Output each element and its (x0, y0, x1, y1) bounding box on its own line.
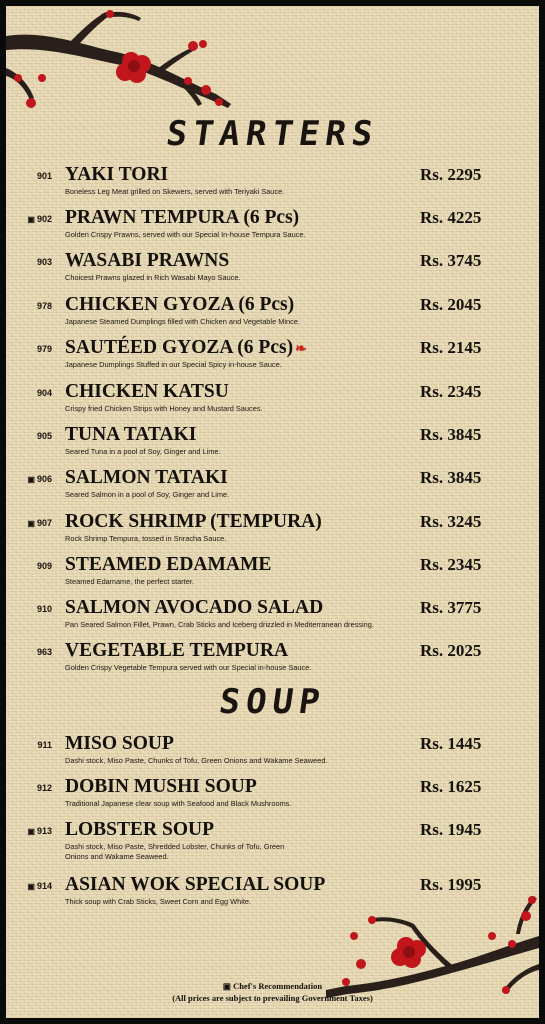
item-name-text: TUNA TATAKI (65, 424, 197, 445)
camera-icon: ▣ (27, 475, 35, 484)
camera-icon: ▣ (27, 882, 35, 891)
item-price: Rs. 2025 (420, 641, 482, 660)
item-description: Dashi stock, Miso Paste, Chunks of Tofu, Green Onions and Wakame Seaweed. (65, 756, 328, 765)
item-code-text: 963 (36, 647, 52, 657)
item-code (6, 604, 52, 614)
item-code-text: 911 (37, 740, 52, 750)
item-code (6, 783, 52, 793)
chef-recommendation-legend (6, 981, 539, 992)
menu-card (6, 6, 539, 1018)
item-description: Steamed Edamame, the perfect starter. (65, 577, 194, 586)
item-code-text: 905 (36, 431, 52, 441)
item-price: Rs. 2345 (420, 382, 482, 401)
item-code (6, 214, 52, 224)
item-name (65, 597, 323, 619)
item-name-text: SALMON TATAKI (65, 467, 228, 488)
item-code (6, 561, 52, 571)
item-code (6, 344, 52, 354)
item-code (6, 431, 52, 441)
item-code (6, 474, 52, 484)
item-name (65, 511, 322, 533)
item-name-text: CHICKEN KATSU (65, 381, 229, 402)
item-price: Rs. 3775 (420, 598, 482, 617)
item-name-text: MISO SOUP (65, 733, 174, 754)
item-name (65, 467, 228, 489)
item-name (65, 250, 229, 272)
item-description: Rock Shrimp Tempura, tossed in Sriracha Sauce. (65, 534, 227, 543)
camera-icon: ▣ (27, 519, 35, 528)
item-price: Rs. 3845 (420, 468, 482, 487)
item-name-text: ASIAN WOK SPECIAL SOUP (65, 874, 326, 895)
item-name (65, 381, 229, 403)
item-name-text: STEAMED EDAMAME (65, 554, 272, 575)
item-description: Thick soup with Crab Sticks, Sweet Corn and Egg White. (65, 897, 252, 906)
item-description: Crispy fried Chicken Strips with Honey and Mustard Sauces. (65, 404, 263, 413)
item-description: Pan Seared Salmon Fillet, Prawn, Crab Sticks and Iceberg drizzled in Mediterranean dressing. (65, 620, 374, 629)
item-code-text: 901 (36, 171, 52, 181)
item-price: Rs. 2045 (420, 295, 482, 314)
item-code-text: 906 (36, 474, 52, 484)
item-price: Rs. 1945 (420, 820, 482, 839)
item-name (65, 640, 288, 662)
item-code (6, 257, 52, 267)
item-name (65, 207, 299, 229)
item-price: Rs. 2345 (420, 555, 482, 574)
item-code-text: 910 (36, 604, 52, 614)
item-name (65, 733, 174, 755)
item-name-text: VEGETABLE TEMPURA (65, 640, 289, 661)
item-description: Traditional Japanese clear soup with Seafood and Black Mushrooms. (65, 799, 292, 808)
item-description: Golden Crispy Vegetable Tempura served with our Special in-house Sauce. (65, 663, 312, 672)
item-name-text: SALMON AVOCADO SALAD (65, 597, 324, 618)
item-description: Choicest Prawns glazed in Rich Wasabi Mayo Sauce. (65, 273, 241, 282)
item-description: Seared Tuna in a pool of Soy, Ginger and Lime. (65, 447, 221, 456)
item-name (65, 776, 257, 798)
item-description: Golden Crispy Prawns, served with our Special In-house Tempura Sauce. (65, 230, 306, 239)
item-code (6, 647, 52, 657)
item-code (6, 301, 52, 311)
item-price: Rs. 2295 (420, 165, 482, 184)
item-name (65, 874, 325, 896)
item-name (65, 337, 307, 359)
item-name-text: WASABI PRAWNS (65, 250, 230, 271)
legend-label: Chef's Recommendation (233, 981, 323, 991)
item-code-text: 903 (36, 257, 52, 267)
item-code-text: 902 (36, 214, 52, 224)
camera-icon: ▣ (27, 827, 35, 836)
item-price: Rs. 3745 (420, 251, 482, 270)
item-price: Rs. 1445 (420, 734, 482, 753)
item-name-text: YAKI TORI (65, 164, 169, 185)
item-name (65, 554, 271, 576)
item-code (6, 518, 52, 528)
item-name-text: SAUTÉED GYOZA (6 Pcs) (65, 337, 294, 358)
item-code-text: 909 (36, 561, 52, 571)
chili-icon: ❧ (295, 342, 307, 357)
soup-heading: SOUP (216, 682, 329, 722)
item-description: Japanese Dumplings Stuffed in our Special Spicy in-house Sauce. (65, 360, 282, 369)
item-price: Rs. 3245 (420, 512, 482, 531)
item-code-text: 978 (36, 301, 52, 311)
camera-icon: ▣ (27, 215, 35, 224)
item-price: Rs. 2145 (420, 338, 482, 357)
item-code (6, 826, 52, 836)
item-code (6, 388, 52, 398)
item-code (6, 171, 52, 181)
item-code-text: 979 (36, 344, 52, 354)
item-code-text: 913 (36, 826, 52, 836)
item-name-text: CHICKEN GYOZA (6 Pcs) (65, 294, 295, 315)
item-name-text: LOBSTER SOUP (65, 819, 215, 840)
item-description: Dashi stock, Miso Paste, Shredded Lobster, Chunks of Tofu, Green Onions and Wakame Seaweed. (65, 842, 285, 861)
item-description: Seared Salmon in a pool of Soy, Ginger and Lime. (65, 490, 230, 499)
item-price: Rs. 3845 (420, 425, 482, 444)
item-price: Rs. 1625 (420, 777, 482, 796)
item-name-text: ROCK SHRIMP (TEMPURA) (65, 511, 322, 532)
item-name (65, 164, 168, 186)
starters-heading: STARTERS (163, 114, 382, 154)
item-name (65, 424, 196, 446)
item-code-text: 912 (36, 783, 52, 793)
item-description: Boneless Leg Meat grilled on Skewers, served with Teriyaki Sauce. (65, 187, 285, 196)
item-code (6, 881, 52, 891)
item-code (6, 740, 52, 750)
item-name-text: PRAWN TEMPURA (6 Pcs) (65, 207, 300, 228)
item-code-text: 914 (36, 881, 52, 891)
camera-icon: ▣ (222, 981, 231, 991)
item-price: Rs. 4225 (420, 208, 482, 227)
item-name-text: DOBIN MUSHI SOUP (65, 776, 257, 797)
tax-note: (All prices are subject to prevailing Government Taxes) (172, 993, 373, 1003)
item-code-text: 904 (36, 388, 52, 398)
item-code-text: 907 (36, 518, 52, 528)
cherry-blossom-branch-top (6, 6, 246, 121)
item-price: Rs. 1995 (420, 875, 482, 894)
item-description: Japanese Steamed Dumplings filled with Chicken and Vegetable Mince. (65, 317, 300, 326)
item-name (65, 819, 214, 841)
item-name (65, 294, 294, 316)
